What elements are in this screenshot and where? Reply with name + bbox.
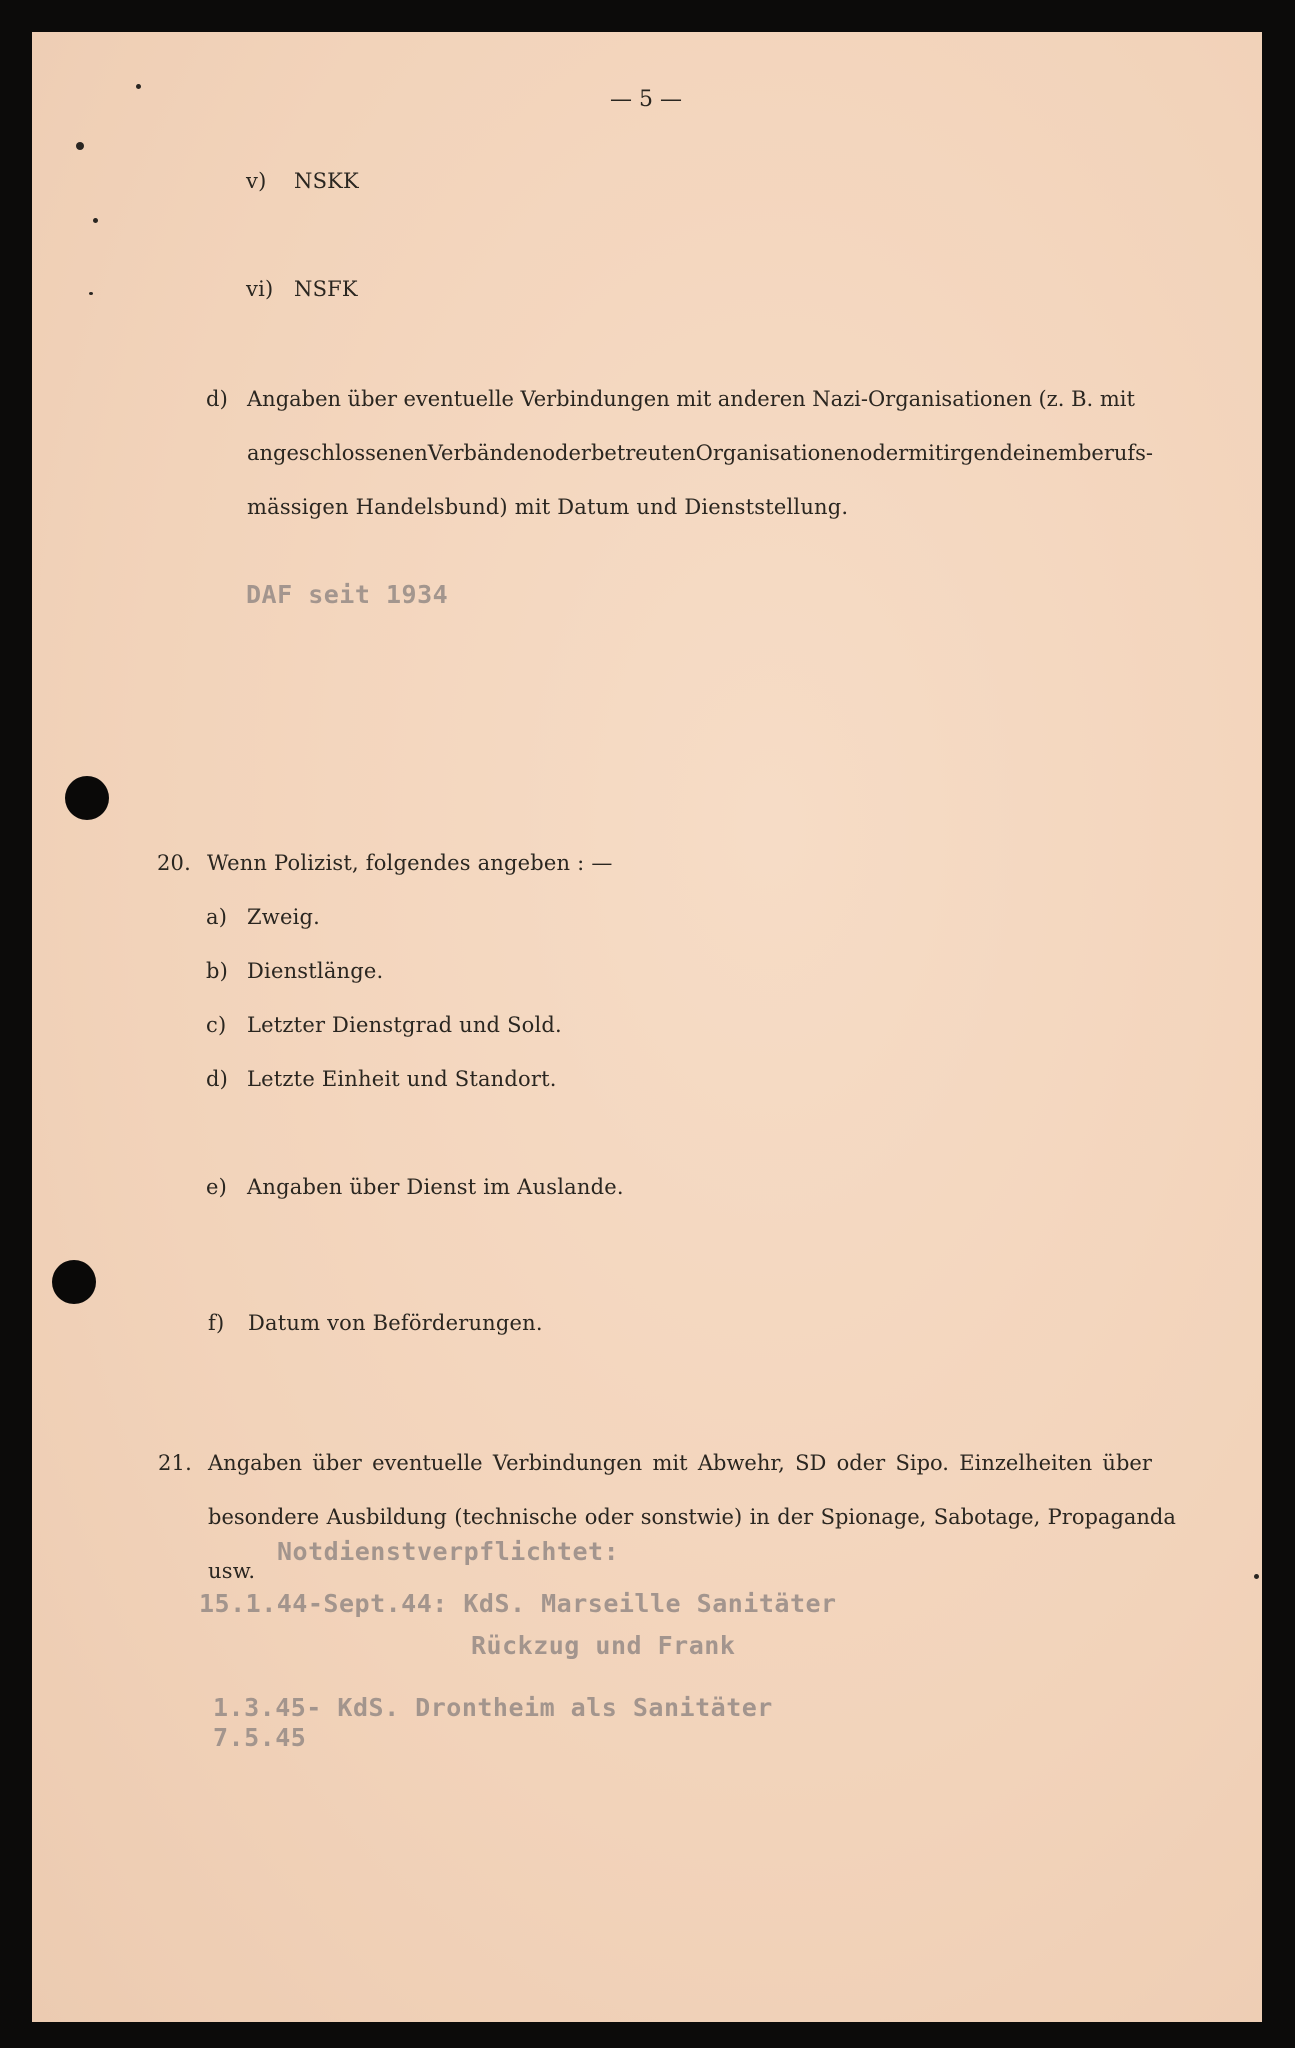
q20-item-zweig: Zweig. — [247, 905, 321, 929]
item-text-nsfk: NSFK — [294, 277, 358, 301]
q20-marker-a: a) — [206, 905, 228, 929]
word: mit — [676, 387, 712, 411]
punch-hole — [52, 1260, 96, 1304]
q21-line-3: usw. — [208, 1559, 256, 1583]
q20-item-ausland: Angaben über Dienst im Auslande. — [247, 1175, 624, 1199]
typed-answer-daf: DAF seit 1934 — [246, 580, 449, 609]
word: Organisationen — [695, 441, 860, 465]
word: Einzelheiten — [959, 1451, 1093, 1475]
item-marker-vi: vi) — [246, 277, 274, 301]
word: irgendeinem — [943, 441, 1078, 465]
word: der — [777, 1505, 814, 1529]
word: (technische — [454, 1505, 578, 1529]
word: über — [312, 1451, 362, 1475]
word: betreuten — [590, 441, 696, 465]
item-marker-d-other: d) — [206, 387, 229, 411]
word: Spionage, — [820, 1505, 927, 1529]
word: oder — [584, 1505, 634, 1529]
word: Nazi-Organisationen — [812, 387, 1032, 411]
typed-answer-line-3: Rückzug und Frank — [471, 1631, 736, 1660]
q21-line-2 — [208, 1505, 1176, 1529]
item-text-nskk: NSKK — [294, 169, 359, 193]
word: Verbindungen — [520, 387, 670, 411]
word: Sabotage, — [933, 1505, 1041, 1529]
word: angeschlossenen — [247, 441, 428, 465]
ink-speck — [136, 84, 141, 89]
word: eventuelle — [403, 387, 514, 411]
q20-marker-d: d) — [206, 1067, 229, 1091]
item-marker-v: v) — [246, 169, 267, 193]
document-page — [32, 32, 1262, 2022]
word: SD — [795, 1451, 827, 1475]
q20-item-dienstgrad: Letzter Dienstgrad und Sold. — [247, 1013, 562, 1037]
ink-speck — [76, 142, 84, 150]
word: Angaben — [247, 387, 342, 411]
question-20-number: 20. — [157, 851, 191, 875]
word: oder — [859, 441, 909, 465]
word: über — [1102, 1451, 1152, 1475]
q20-marker-c: c) — [206, 1013, 227, 1037]
word: Propaganda — [1047, 1505, 1176, 1529]
question-20-text: Wenn Polizist, folgendes angeben : — — [207, 851, 613, 875]
word: mit — [908, 441, 944, 465]
typed-answer-line-5: 7.5.45 — [213, 1723, 307, 1752]
word: Angaben — [208, 1451, 303, 1475]
word: Verbänden — [427, 441, 543, 465]
word: über — [347, 387, 397, 411]
word: Ausbildung — [326, 1505, 447, 1529]
punch-hole — [65, 776, 109, 820]
q20-marker-e: e) — [206, 1175, 228, 1199]
q20-marker-b: b) — [206, 959, 229, 983]
typed-answer-line-4: 1.3.45- KdS. Drontheim als Sanitäter — [213, 1693, 773, 1722]
page-number: — 5 — — [610, 87, 682, 112]
d-other-line-3: mässigen Handelsbund) mit Datum und Dienststellung. — [247, 495, 849, 519]
ink-speck — [89, 292, 93, 295]
word: besondere — [208, 1505, 320, 1529]
typed-answer-line-2: 15.1.44-Sept.44: KdS. Marseille Sanitäter — [199, 1589, 837, 1618]
ink-speck — [93, 218, 98, 223]
word: anderen — [717, 387, 806, 411]
typed-answer-line-1: Notdienstverpflichtet: — [277, 1537, 620, 1566]
word: in — [749, 1505, 770, 1529]
word: berufs- — [1077, 441, 1154, 465]
word: Verbindungen — [492, 1451, 643, 1475]
q20-marker-f: f) — [208, 1311, 225, 1335]
d-other-line-1 — [247, 387, 1135, 411]
word: oder — [542, 441, 591, 465]
q21-line-1 — [208, 1451, 1152, 1475]
word: eventuelle — [372, 1451, 483, 1475]
word: (z. B. mit — [1038, 387, 1135, 411]
q20-item-dienstlaenge: Dienstlänge. — [247, 959, 384, 983]
q20-item-befoerderungen: Datum von Beförderungen. — [248, 1311, 543, 1335]
d-other-line-2 — [247, 441, 1154, 465]
question-21-number: 21. — [158, 1451, 192, 1475]
ink-speck — [1254, 1574, 1259, 1579]
word: sonstwie) — [640, 1505, 743, 1529]
word: Sipo. — [895, 1451, 949, 1475]
q20-item-einheit: Letzte Einheit und Standort. — [247, 1067, 557, 1091]
word: oder — [836, 1451, 886, 1475]
word: mit — [652, 1451, 688, 1475]
word: Abwehr, — [697, 1451, 785, 1475]
